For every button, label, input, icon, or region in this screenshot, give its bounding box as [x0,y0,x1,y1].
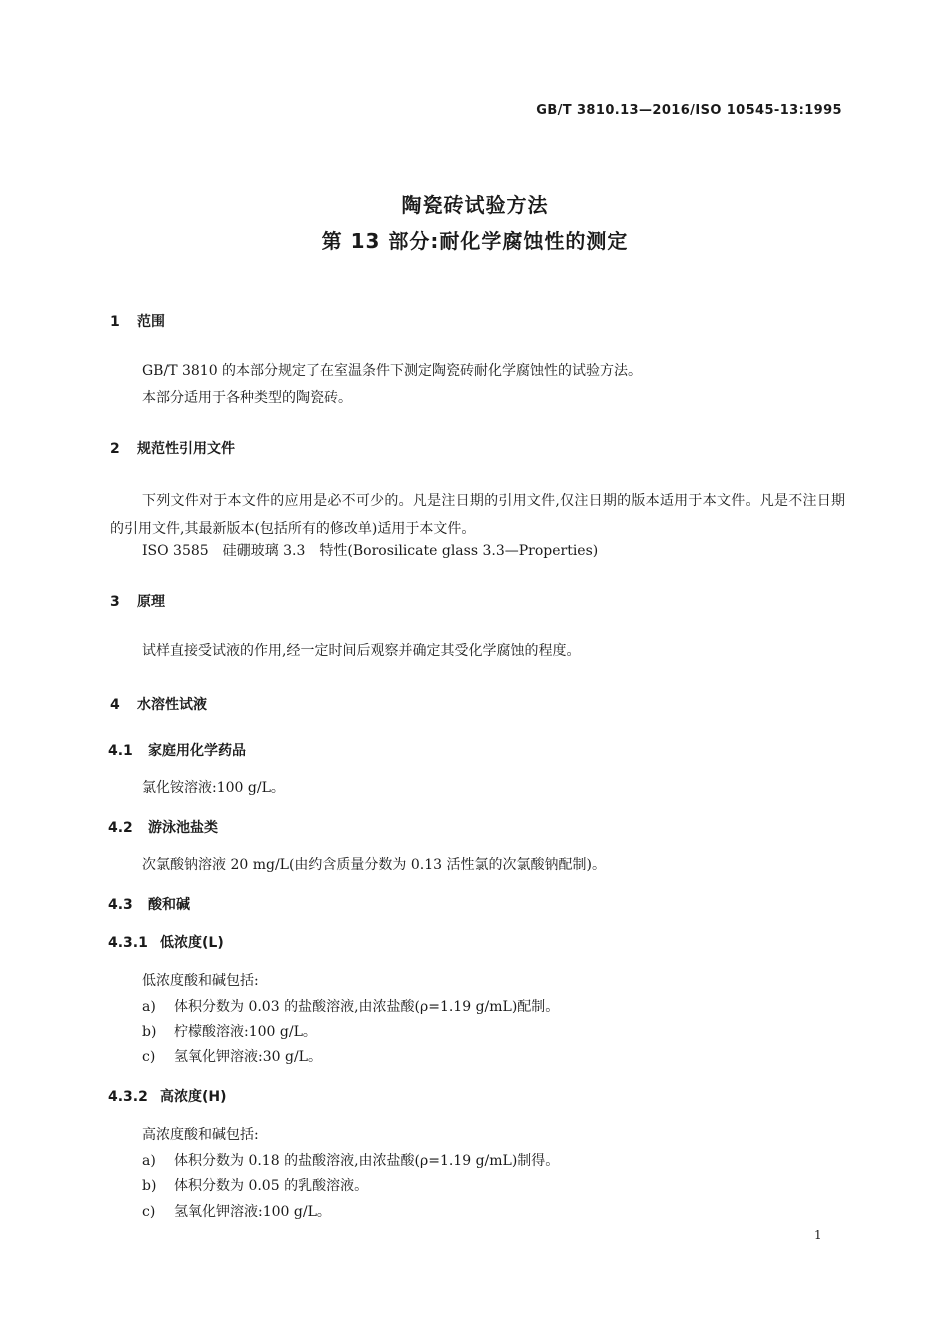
list-item [142,1175,368,1195]
section-title: 水溶性试液 [137,697,207,713]
subsection-heading-4-3-1 [108,932,224,952]
page-number: 1 [814,1228,822,1242]
section-title: 原理 [137,594,165,610]
paragraph: 本部分适用于各种类型的陶瓷砖。 [142,390,352,406]
section-title: 范围 [137,314,165,330]
list-marker: c) [142,1049,156,1065]
list-item [142,1046,322,1066]
list-marker: a) [142,999,156,1015]
list-item-text: 体积分数为 0.03 的盐酸溶液,由浓盐酸(ρ=1.19 g/mL)配制。 [174,999,560,1015]
list-item [142,1201,331,1221]
section-title: 家庭用化学药品 [148,743,246,759]
paragraph: 次氯酸钠溶液 20 mg/L(由约含质量分数为 0.13 活性氯的次氯酸钠配制)。 [142,857,606,873]
subsection-heading-4-1 [108,740,246,760]
section-number: 3 [110,594,120,610]
list-item [142,996,559,1016]
list-item-text: 体积分数为 0.18 的盐酸溶液,由浓盐酸(ρ=1.19 g/mL)制得。 [174,1153,560,1169]
list-marker: b) [142,1178,157,1194]
section-heading-3 [110,591,165,611]
list-item-text: 体积分数为 0.05 的乳酸溶液。 [174,1178,369,1194]
list-item [142,1150,559,1170]
list-marker: b) [142,1024,157,1040]
list-item-text: 氢氧化钾溶液:100 g/L。 [174,1204,331,1220]
section-title: 酸和碱 [148,897,190,913]
normative-reference: ISO 3585 硅硼玻璃 3.3 特性(Borosilicate glass 3.3—Properties) [142,543,599,559]
document-code: GB/T 3810.13—2016/ISO 10545-13:1995 [536,103,842,118]
section-number: 4.2 [108,820,133,836]
section-title: 游泳池盐类 [148,820,218,836]
list-marker: a) [142,1153,156,1169]
section-heading-2 [110,438,235,458]
section-number: 2 [110,441,120,457]
section-heading-4 [110,694,207,714]
list-item-text: 柠檬酸溶液:100 g/L。 [174,1024,317,1040]
paragraph: 氯化铵溶液:100 g/L。 [142,780,285,796]
document-title: 陶瓷砖试验方法 [401,193,549,217]
subsection-heading-4-2 [108,817,218,837]
list-intro: 低浓度酸和碱包括: [142,973,259,989]
section-number: 4 [110,697,120,713]
list-item [142,1021,317,1041]
section-number: 1 [110,314,120,330]
section-number: 4.3.1 [108,935,148,951]
paragraph: 试样直接受试液的作用,经一定时间后观察并确定其受化学腐蚀的程度。 [142,643,581,659]
paragraph: GB/T 3810 的本部分规定了在室温条件下测定陶瓷砖耐化学腐蚀性的试验方法。 [142,363,643,379]
section-title: 低浓度(L) [160,935,224,951]
list-intro: 高浓度酸和碱包括: [142,1127,259,1143]
section-number: 4.3.2 [108,1089,148,1105]
document-subtitle: 第 13 部分:耐化学腐蚀性的测定 [321,229,629,253]
subsection-heading-4-3-2 [108,1086,227,1106]
section-title: 规范性引用文件 [137,441,235,457]
section-number: 4.1 [108,743,133,759]
section-heading-1 [110,311,165,331]
section-title: 高浓度(H) [160,1089,227,1105]
paragraph: 下列文件对于本文件的应用是必不可少的。凡是注日期的引用文件,仅注日期的版本适用于本文件。凡是不注日期的引用文件,其最新版本(包括所有的修改单)适用于本文件。 [110,493,845,537]
list-marker: c) [142,1204,156,1220]
subsection-heading-4-3 [108,894,190,914]
section-number: 4.3 [108,897,133,913]
list-item-text: 氢氧化钾溶液:30 g/L。 [174,1049,322,1065]
